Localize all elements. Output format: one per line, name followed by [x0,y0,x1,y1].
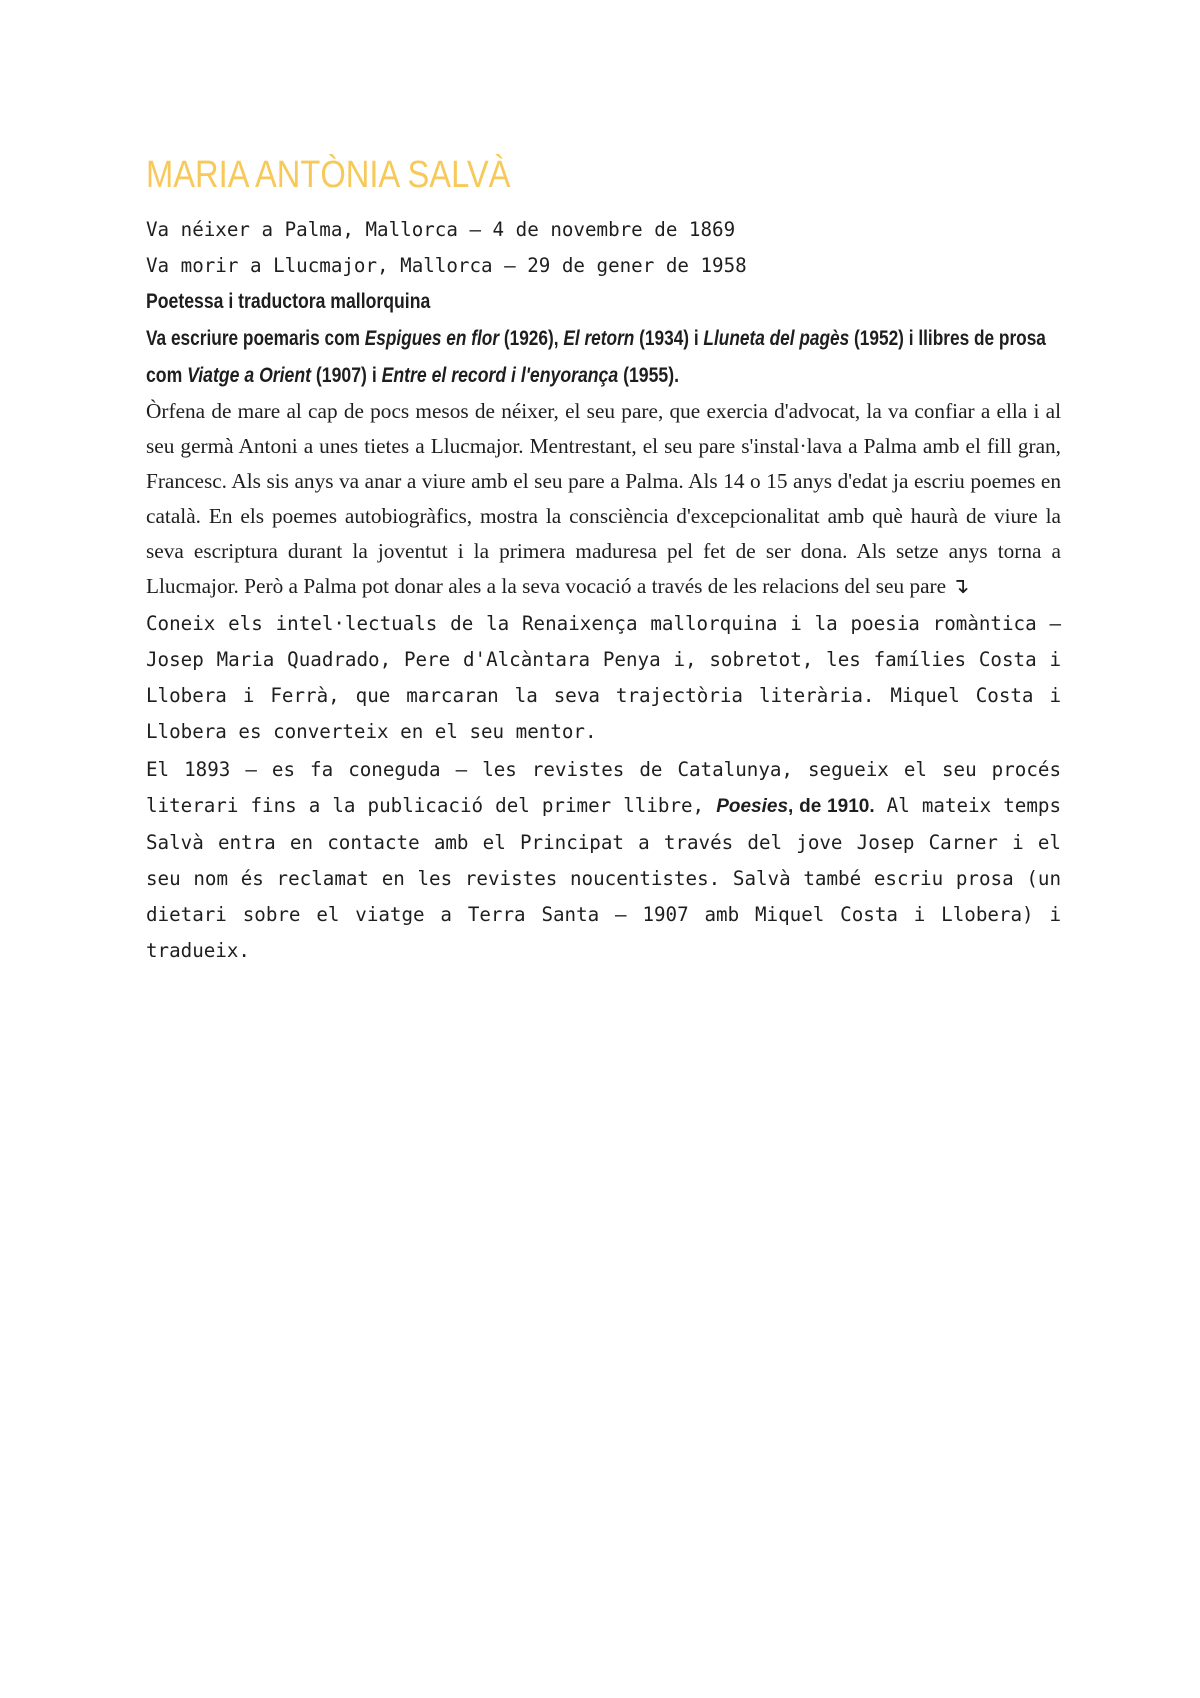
role-text: Poetessa i traductora mallorquina [146,290,431,313]
page-title: MARIA ANTÒNIA SALVÀ [146,154,511,196]
work-title: Viatge a Orient [187,364,312,387]
work-title: Entre el record i l'enyorança [381,364,619,387]
works-line-1: Va escriure poemaris com Espigues en flor (1926), El retorn (1934) i Lluneta del pagès (1952) i llibres de prosa [146,327,1046,350]
works-line-2: com Viatge a Orient (1907) i Entre el record i l'enyorança (1955). [146,364,679,387]
death-line: Va morir a Llucmajor, Mallorca – 29 de gener de 1958 [146,254,747,277]
final-paragraph: El 1893 – es fa coneguda – les revistes de Catalunya, segueix el seu procés literari fins a la publicació del primer llibre, Poesies, de 1910. Al mateix temps Salvà entra en contacte amb el Principat a través del jove Josep Carner i el seu nom és reclamat en les revistes noucentistes. Salvà també escriu prosa (un dietari sobre el viatge a Terra Santa – 1907 amb Miquel Costa i Llobera) i tradueix. [146,758,1061,962]
birth-line: Va néixer a Palma, Mallorca – 4 de novembre de 1869 [146,218,736,241]
work-title: Poesies [716,796,789,817]
role-line [146,284,1061,320]
works-paragraph [146,320,1061,394]
bio-paragraph: Òrfena de mare al cap de pocs mesos de néixer, el seu pare, que exercia d'advocat, la va confiar a ella i al seu germà Antoni a unes tietes a Llucmajor. Mentrestant, el seu pare s'instal·lava a Palma amb el fill gran, Francesc. Als sis anys va anar a viure amb el seu pare a Palma. Als 14 o 15 anys d'edat ja escriu poemes en català. En els poemes autobiogràfics, mostra la consciència d'excepcionalitat amb què haurà de viure la seva escriptura durant la joventut i la primera maduresa pel fet de ser dona. Als setze anys torna a Llucmajor. Però a Palma pot donar ales a la seva vocació a través de les relacions del seu pare ↴ [146,399,1061,598]
work-title: El retorn [563,327,635,350]
document-page [146,150,1061,969]
work-title: Espigues en flor [364,327,500,350]
work-title: Lluneta del pagès [703,327,850,350]
intellectuals-paragraph: Coneix els intel·lectuals de la Renaixença mallorquina i la poesia romàntica – Josep Maria Quadrado, Pere d'Alcàntara Penya i, sobretot, les famílies Costa i Llobera i Ferrà, que marcaran la seva trajectòria literària. Miquel Costa i Llobera es converteix en el seu mentor. [146,612,1061,743]
